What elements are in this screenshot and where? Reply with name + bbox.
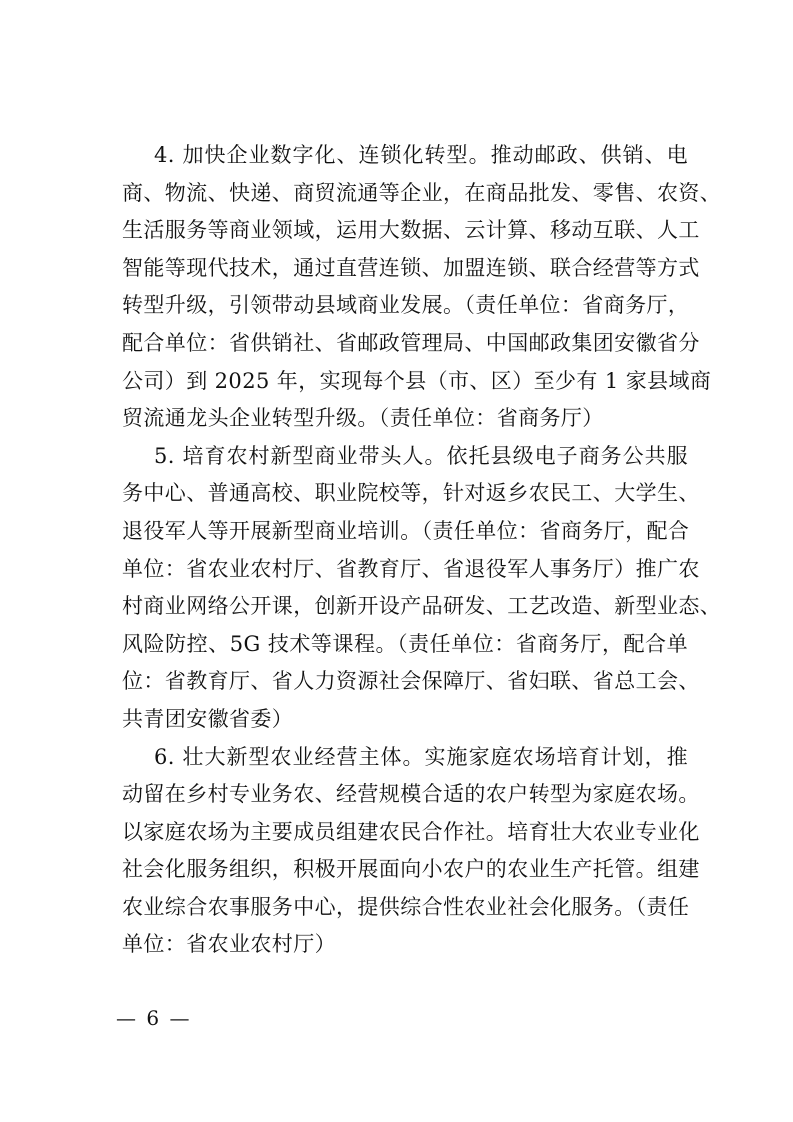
paragraph-2 <box>122 438 722 739</box>
paragraph-line: 农业综合农事服务中心，提供综合性农业社会化服务。（责任 <box>122 894 690 919</box>
paragraph-line: 务中心、普通高校、职业院校等，针对返乡农民工、大学生、 <box>122 481 700 506</box>
paragraph-line: 单位：省农业农村厅） <box>122 932 336 957</box>
paragraph-line: 公司）到 2025 年，实现每个县（市、区）至少有 1 家县域商 <box>122 368 712 393</box>
paragraph-line: 共青团安徽省委） <box>122 706 294 731</box>
page-number: — 6 — <box>116 1006 192 1030</box>
paragraph-line: 社会化服务组织，积极开展面向小农户的农业生产托管。组建 <box>122 857 700 882</box>
paragraph-line: 位：省教育厅、省人力资源社会保障厅、省妇联、省总工会、 <box>122 669 700 694</box>
paragraph-line: 贸流通龙头企业转型升级。（责任单位：省商务厅） <box>122 406 604 431</box>
paragraph-3 <box>122 739 700 965</box>
paragraph-line: 生活服务等商业领域，运用大数据、云计算、移动互联、人工 <box>122 218 700 243</box>
paragraph-line: 转型升级，引领带动县域商业发展。（责任单位：省商务厅， <box>122 293 690 318</box>
paragraph-line: 4. 加快企业数字化、连锁化转型。推动邮政、供销、电 <box>154 143 688 167</box>
paragraph-line: 以家庭农场为主要成员组建农民合作社。培育壮大农业专业化 <box>122 819 700 844</box>
paragraph-line: 6. 壮大新型农业经营主体。实施家庭农场培育计划，推 <box>154 744 688 769</box>
paragraph-line: 配合单位：省供销社、省邮政管理局、中国邮政集团安徽省分 <box>122 330 700 355</box>
paragraph-1 <box>122 137 722 438</box>
paragraph-line: 商、物流、快递、商贸流通等企业，在商品批发、零售、农资、 <box>122 180 722 205</box>
paragraph-line: 风险防控、5G 技术等课程。（责任单位：省商务厅，配合单 <box>122 631 688 656</box>
paragraph-line: 动留在乡村专业务农、经营规模合适的农户转型为家庭农场。 <box>122 782 700 807</box>
paragraph-line: 单位：省农业农村厅、省教育厅、省退役军人事务厅）推广农 <box>122 556 700 581</box>
paragraph-line: 退役军人等开展新型商业培训。（责任单位：省商务厅，配合 <box>122 518 690 543</box>
paragraph-line: 村商业网络公开课，创新开设产品研发、工艺改造、新型业态、 <box>122 594 722 619</box>
document-body <box>122 137 722 964</box>
paragraph-line: 5. 培育农村新型商业带头人。依托县级电子商务公共服 <box>154 443 688 468</box>
paragraph-line: 智能等现代技术，通过直营连锁、加盟连锁、联合经营等方式 <box>122 255 700 280</box>
